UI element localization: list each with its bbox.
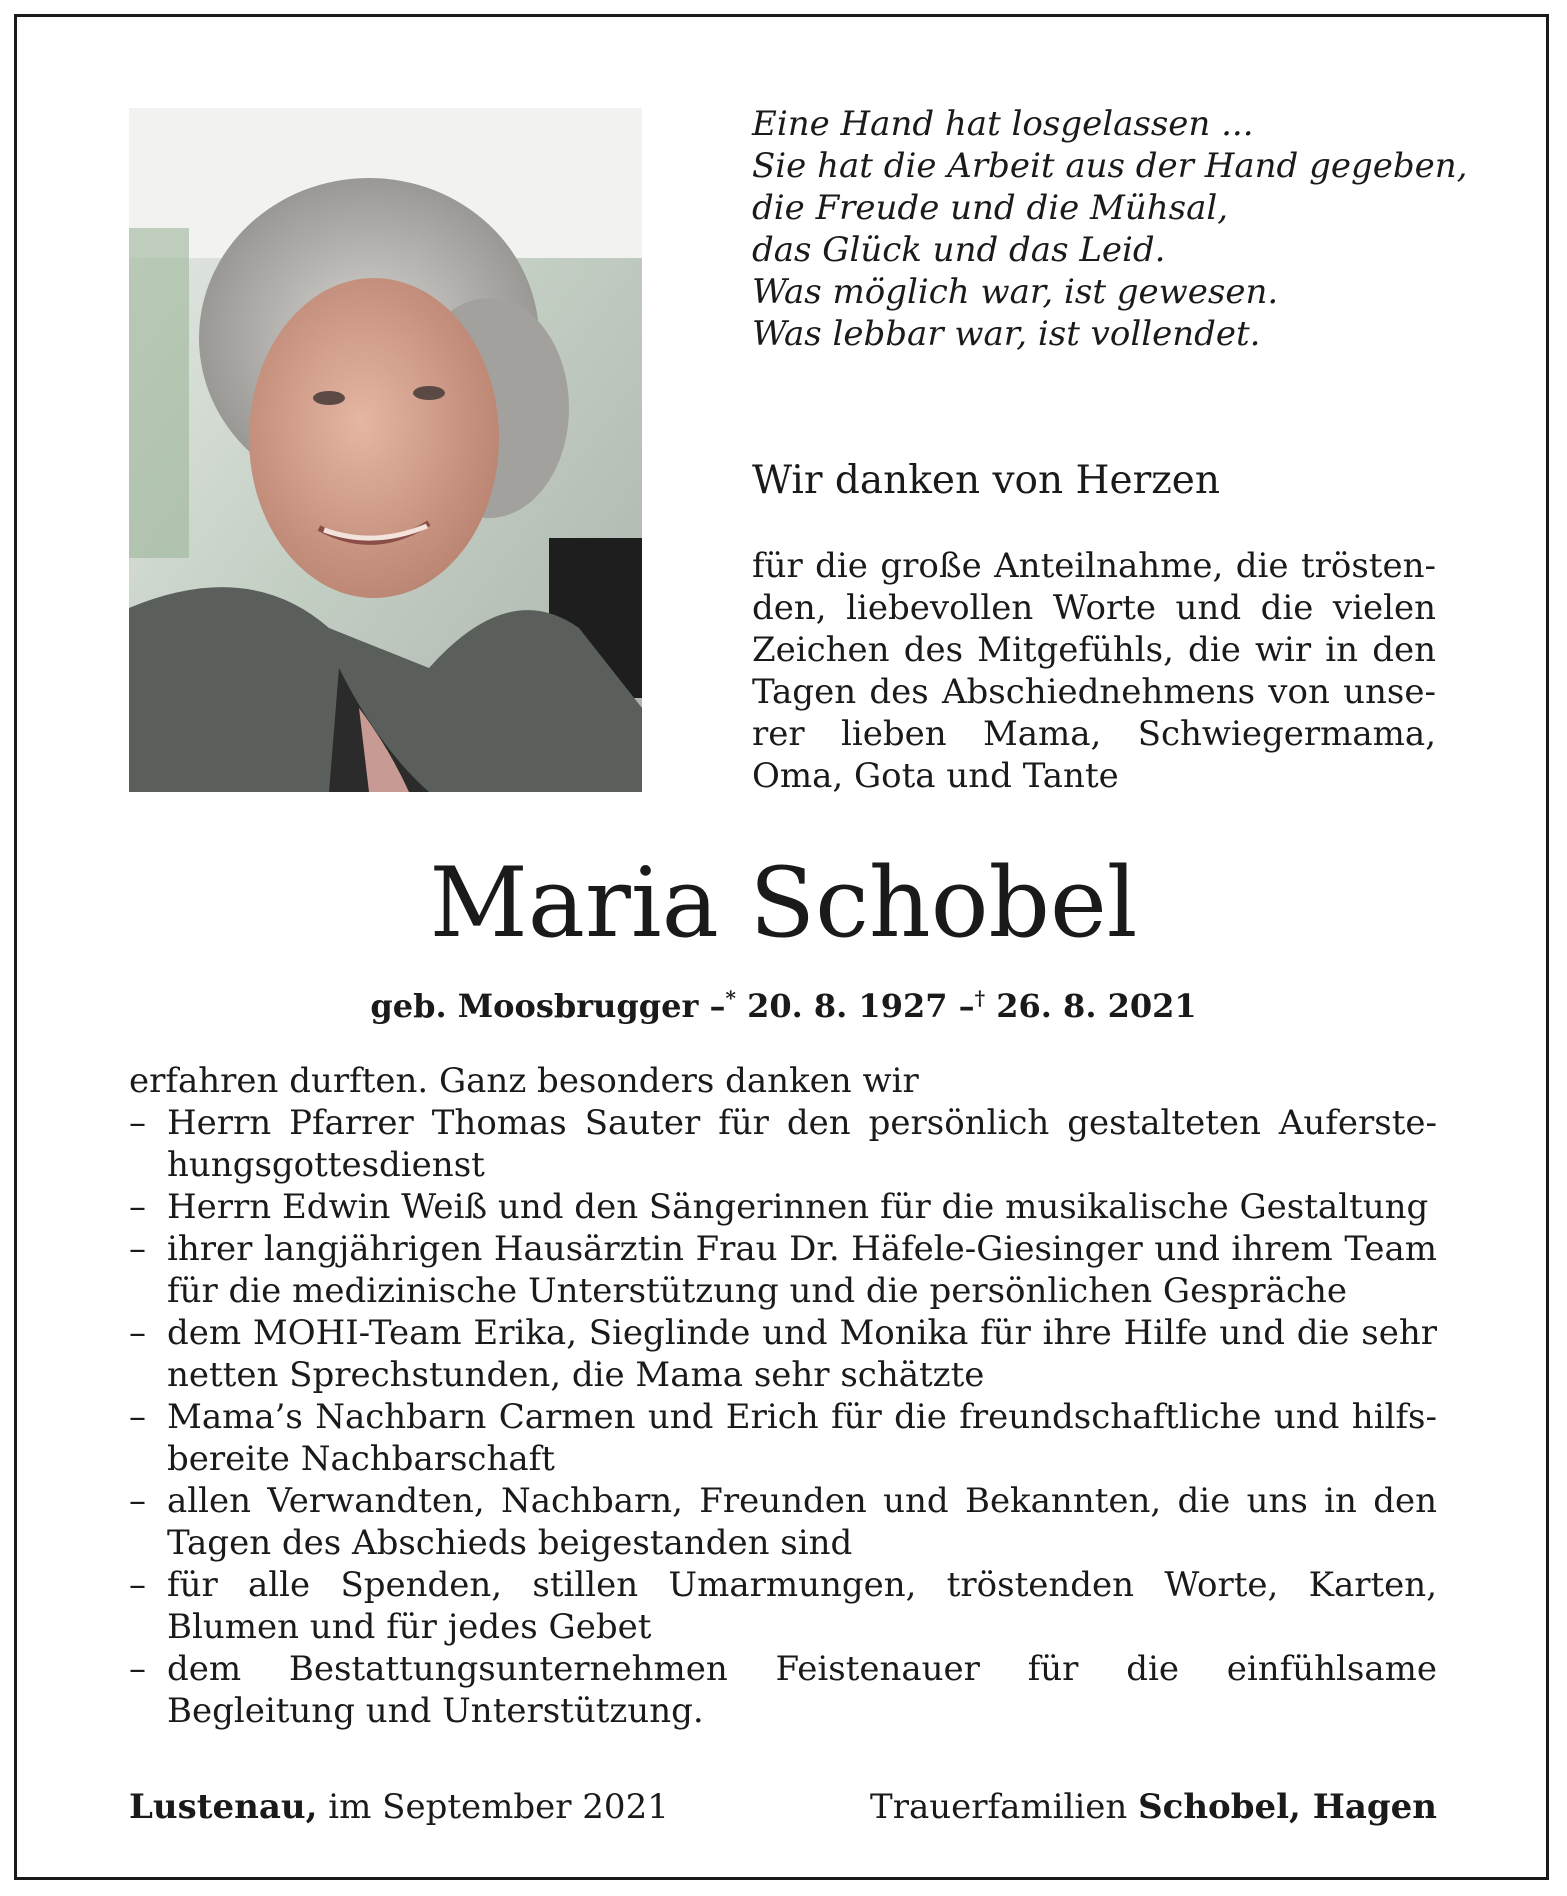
poem-line: die Freude und die Mühsal, xyxy=(752,188,1229,228)
list-intro: erfahren durften. Ganz besonders danken wir xyxy=(129,1061,919,1101)
separator: – xyxy=(709,987,726,1025)
poem xyxy=(752,103,1468,355)
death-symbol: † xyxy=(974,986,986,1010)
poem-line: Was möglich war, ist gewesen. xyxy=(752,272,1279,312)
list-item-text: Herrn Edwin Weiß und den Sängerinnen für die musikalische Gestaltung xyxy=(167,1187,1429,1227)
dash: – xyxy=(129,1649,146,1689)
thanks-list xyxy=(129,1102,1437,1732)
list-item-text: Herrn Pfarrer Thomas Sauter für den persönlich gestalteten Auferstehungsgottesdienst xyxy=(167,1103,1437,1185)
thanks-heading: Wir danken von Herzen xyxy=(752,458,1220,503)
list-item-text: dem Bestattungsunternehmen Feistenauer für die einfühlsame Begleitung und Unterstützung. xyxy=(167,1649,1437,1731)
poem-line: Sie hat die Arbeit aus der Hand gegeben, xyxy=(752,146,1468,186)
deceased-name: Maria Schobel xyxy=(429,847,1138,959)
list-item xyxy=(129,1564,1437,1648)
poem-line: Eine Hand hat losgelassen ... xyxy=(752,104,1254,144)
list-item xyxy=(129,1102,1437,1186)
dash: – xyxy=(129,1313,146,1353)
list-item-text: Mama’s Nachbarn Carmen und Erich für die freundschaftliche und hilfsbereite Nachbarschaft xyxy=(167,1397,1437,1479)
poem-line: das Glück und das Leid. xyxy=(752,230,1166,270)
list-item xyxy=(129,1228,1437,1312)
footer-date: im September 2021 xyxy=(328,1787,669,1827)
list-item xyxy=(129,1648,1437,1732)
birth-symbol: * xyxy=(725,986,736,1010)
footer-family-names: Schobel, Hagen xyxy=(1138,1787,1437,1827)
list-item-text: für alle Spenden, stillen Umarmungen, tröstenden Worte, Karten, Blumen und für jedes Gebet xyxy=(167,1565,1437,1647)
list-item xyxy=(129,1480,1437,1564)
list-item xyxy=(129,1396,1437,1480)
dash: – xyxy=(129,1481,146,1521)
death-date: 26. 8. 2021 xyxy=(996,987,1197,1025)
separator: – xyxy=(958,987,975,1025)
poem-line: Was lebbar war, ist vollendet. xyxy=(752,314,1261,354)
portrait-photo xyxy=(129,108,642,792)
list-item-text: ihrer langjährigen Hausärztin Frau Dr. Häfele-Giesinger und ihrem Team für die medizinische Unterstützung und die persönlichen Gespräche xyxy=(167,1229,1437,1311)
dash: – xyxy=(129,1397,146,1437)
footer-place: Lustenau, xyxy=(129,1787,318,1827)
thanks-body: für die große Anteilnahme, die tröstenden, liebevollen Worte und die vielen Zeichen des Mitgefühls, die wir in den Tagen des Abschiednehmens von unserer lieben Mama, Schwiegermama, Oma, Gota und Tante xyxy=(752,546,1436,796)
dash: – xyxy=(129,1229,146,1269)
birth-name: geb. Moosbrugger xyxy=(370,987,699,1025)
list-item-text: dem MOHI-Team Erika, Sieglinde und Monika für ihre Hilfe und die sehr netten Sprechstunden, die Mama sehr schätzte xyxy=(167,1313,1437,1395)
footer-family xyxy=(870,1786,1437,1828)
dash: – xyxy=(129,1103,146,1143)
dash: – xyxy=(129,1187,146,1227)
birth-date: 20. 8. 1927 xyxy=(747,987,948,1025)
life-dates xyxy=(0,978,1567,1026)
footer-place-date xyxy=(129,1786,669,1828)
list-item-text: allen Verwandten, Nachbarn, Freunden und Bekannten, die uns in den Tagen des Abschieds beigestanden sind xyxy=(167,1481,1437,1563)
portrait-illustration xyxy=(129,108,642,792)
list-item xyxy=(129,1186,1437,1228)
list-item xyxy=(129,1312,1437,1396)
thanks-list-section xyxy=(129,1060,1437,1732)
dash: – xyxy=(129,1565,146,1605)
footer-family-prefix: Trauerfamilien xyxy=(870,1787,1128,1827)
